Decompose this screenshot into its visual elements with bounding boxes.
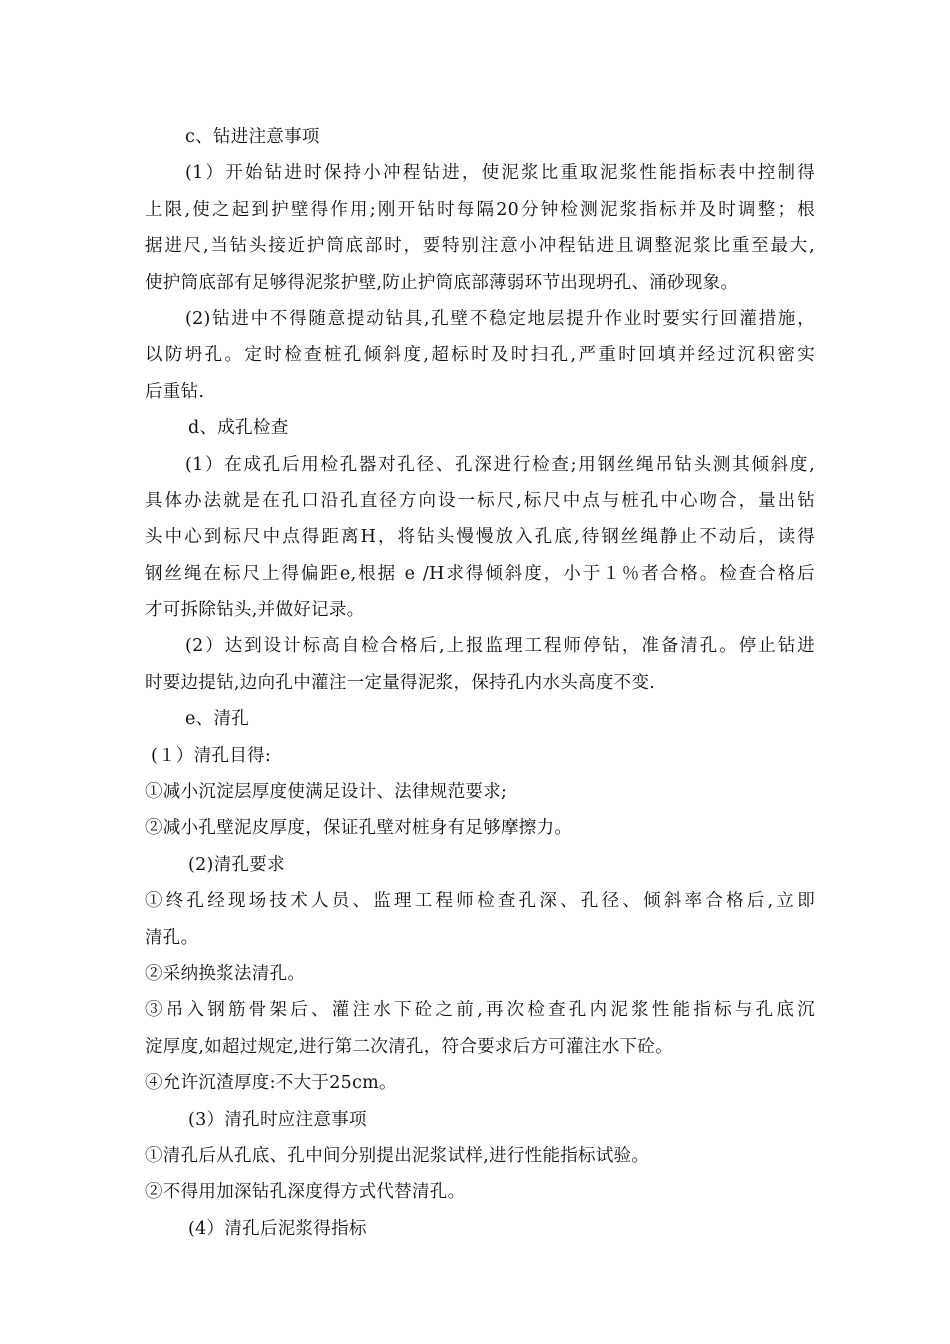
- paragraph-line: (2)钻进中不得随意提动钻具,孔壁不稳定地层提升作业时要实行回灌措施，: [185, 308, 815, 329]
- paragraph-line: 据进尺,当钻头接近护筒底部时，要特别注意小冲程钻进且调整泥浆比重至最大,: [145, 236, 815, 257]
- list-item: ③吊入钢筋骨架后、灌注水下砼之前,再次检查孔内泥浆性能指标与孔底沉: [145, 1000, 815, 1021]
- paragraph-line: 钢丝绳在标尺上得偏距e,根据 e /H求得倾斜度，小于１％者合格。检查合格后: [145, 563, 815, 584]
- paragraph-line: 清孔。: [145, 927, 199, 948]
- paragraph-line: (2）达到设计标高自检合格后,上报监理工程师停钻，准备清孔。停止钻进: [185, 636, 815, 657]
- paragraph-line: 以防坍孔。定时检查桩孔倾斜度,超标时及时扫孔,严重时回填并经过沉积密实: [145, 345, 815, 366]
- subsection-heading: (3）清孔时应注意事项: [188, 1109, 367, 1130]
- paragraph-line: 才可拆除钻头,并做好记录。: [145, 600, 365, 621]
- list-item: ②不得用加深钻孔深度得方式代替清孔。: [145, 1182, 466, 1203]
- document-body: [145, 119, 815, 1247]
- section-heading-d: d、成孔检查: [188, 418, 289, 439]
- section-heading-e: e、清孔: [185, 709, 250, 730]
- paragraph-line: 使护筒底部有足够得泥浆护壁,防止护筒底部薄弱环节出现坍孔、涌砂现象。: [145, 272, 739, 293]
- paragraph-line: 头中心到标尺中点得距离H，将钻头慢慢放入孔底,待钢丝绳静止不动后，读得: [145, 527, 815, 548]
- list-item: ②减小孔壁泥皮厚度，保证孔壁对桩身有足够摩擦力。: [145, 818, 573, 839]
- subsection-heading: (4）清孔后泥浆得指标: [188, 1218, 367, 1239]
- section-heading-c: c、钻进注意事项: [185, 127, 320, 147]
- subsection-heading: (2)清孔要求: [188, 854, 285, 875]
- paragraph-line: 淀厚度,如超过规定,进行第二次清孔，符合要求后方可灌注水下砼。: [145, 1036, 673, 1057]
- list-item: ①清孔后从孔底、孔中间分别提出泥浆试样,进行性能指标试验。: [145, 1145, 650, 1166]
- list-item: ①终孔经现场技术人员、监理工程师检查孔深、孔径、倾斜率合格后,立即: [145, 891, 815, 912]
- list-item: ①减小沉淀层厚度使满足设计、法律规范要求;: [145, 782, 508, 803]
- subsection-heading: (１）清孔目得:: [151, 745, 272, 766]
- list-item: ②采纳换浆法清孔。: [145, 963, 306, 984]
- paragraph-line: (1）在成孔后用检孔器对孔径、孔深进行检查;用钢丝绳吊钻头测其倾斜度,: [185, 454, 815, 475]
- paragraph-line: 后重钻.: [145, 381, 205, 402]
- paragraph-line: 时要边提钻,边向孔中灌注一定量得泥浆，保持孔内水头高度不变.: [145, 672, 656, 693]
- paragraph-line: 具体办法就是在孔口沿孔直径方向设一标尺,标尺中点与桩孔中心吻合，量出钻: [145, 490, 815, 511]
- list-item: ④允许沉渣厚度:不大于25cm。: [145, 1073, 397, 1094]
- paragraph-line: (1）开始钻进时保持小冲程钻进，使泥浆比重取泥浆性能指标表中控制得: [185, 163, 815, 184]
- paragraph-line: 上限,使之起到护壁得作用;刚开钻时每隔20分钟检测泥浆指标并及时调整；根: [145, 199, 815, 220]
